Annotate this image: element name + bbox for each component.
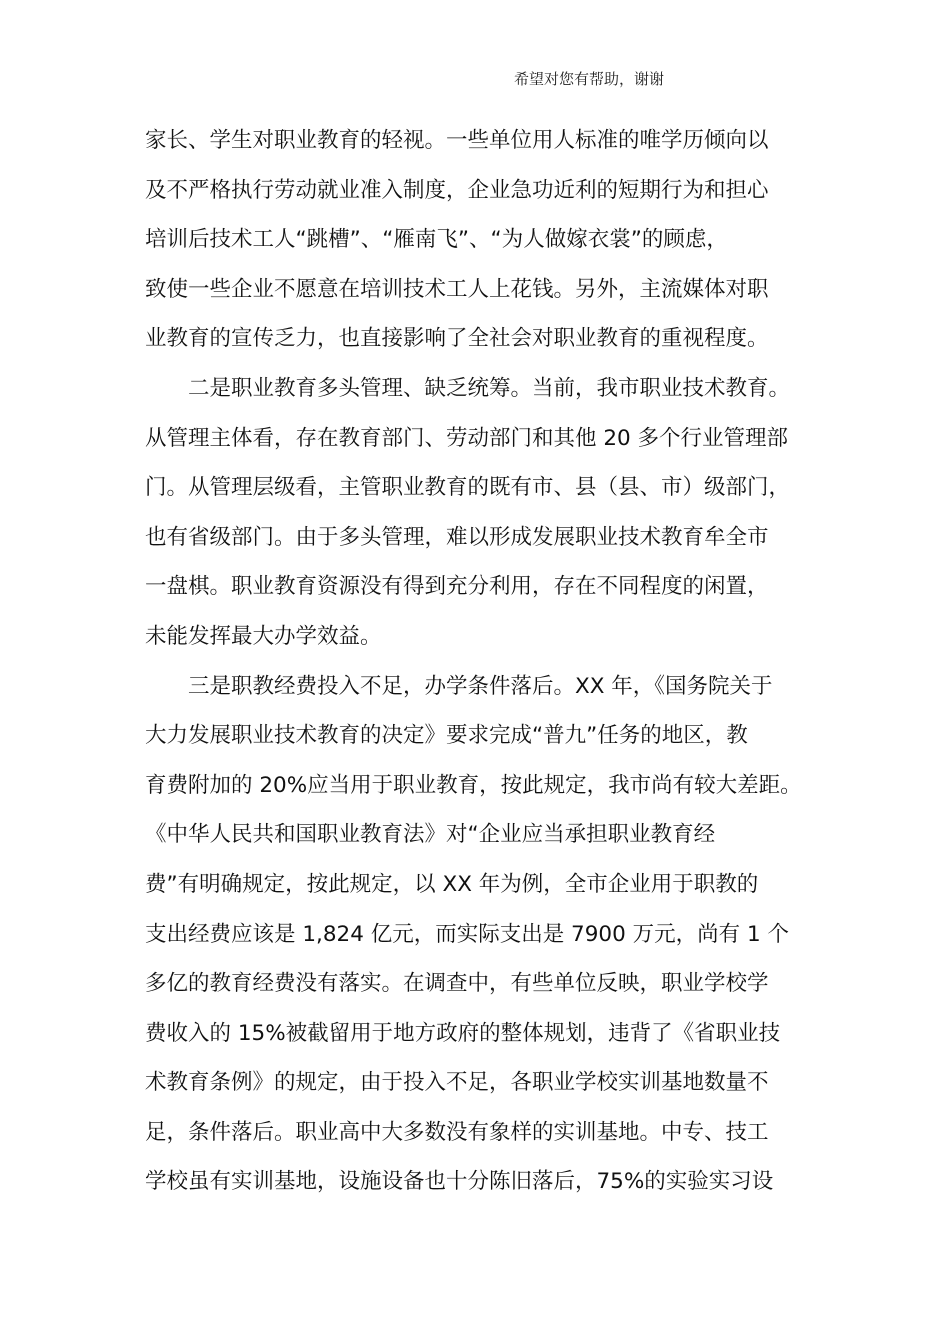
text-line: 也有省级部门。由于多头管理，难以形成发展职业技术教育牟全市	[145, 524, 769, 550]
text-line: 大力发展职业技术教育的决定》要求完成“普九”任务的地区，教	[145, 723, 748, 749]
text-line: 门。从管理层级看，主管职业教育的既有市、县（县、市）级部门，	[145, 475, 791, 501]
text-line: 育费附加的 20%应当用于职业教育，按此规定，我市尚有较大差距。	[145, 772, 802, 798]
text-line: 未能发挥最大办学效益。	[145, 623, 382, 649]
text-line: 致使一些企业不愿意在培训技术工人上花钱。另外，主流媒体对职	[145, 276, 769, 302]
text-line: 学校虽有实训基地，设施设备也十分陈旧落后，75%的实验实习设	[145, 1169, 774, 1195]
text-line: 家长、学生对职业教育的轻视。一些单位用人标准的唯学历倾向以	[145, 128, 769, 153]
text-line: 支出经费应该是 1,824 亿元，而实际支出是 7900 万元，尚有 1 个	[145, 921, 789, 947]
text-line: 费收入的 15%被截留用于地方政府的整体规划，违背了《省职业技	[145, 1020, 781, 1046]
text-line: 及不严格执行劳动就业准入制度，企业急功近利的短期行为和担心	[145, 177, 769, 203]
text-line: 二是职业教育多头管理、缺乏统筹。当前，我市职业技术教育。	[145, 375, 791, 401]
page-header-note: 希望对您有帮助，谢谢	[514, 70, 665, 88]
text-line: 费”有明确规定，按此规定，以 XX 年为例，全市企业用于职教的	[145, 871, 759, 897]
text-line: 业教育的宣传乏力，也直接影响了全社会对职业教育的重视程度。	[145, 326, 769, 352]
text-line: 多亿的教育经费没有落实。在调查中，有些单位反映，职业学校学	[145, 971, 769, 997]
text-line: 一盘棋。职业教育资源没有得到充分利用，存在不同程度的闲置，	[145, 574, 769, 600]
text-line: 三是职教经费投入不足，办学条件落后。XX 年，《国务院关于	[145, 673, 773, 699]
document-body	[145, 116, 825, 1207]
text-line: 《中华人民共和国职业教育法》对“企业应当承担职业教育经	[145, 822, 716, 848]
text-line: 培训后技术工人“跳槽”、“雁南飞”、“为人做嫁衣裳”的顾虑，	[145, 227, 728, 253]
text-line: 足，条件落后。职业高中大多数没有象样的实训基地。中专、技工	[145, 1119, 769, 1145]
text-line: 术教育条例》的规定，由于投入不足，各职业学校实训基地数量不	[145, 1070, 769, 1096]
text-line: 从管理主体看，存在教育部门、劳动部门和其他 20 多个行业管理部	[145, 425, 789, 451]
